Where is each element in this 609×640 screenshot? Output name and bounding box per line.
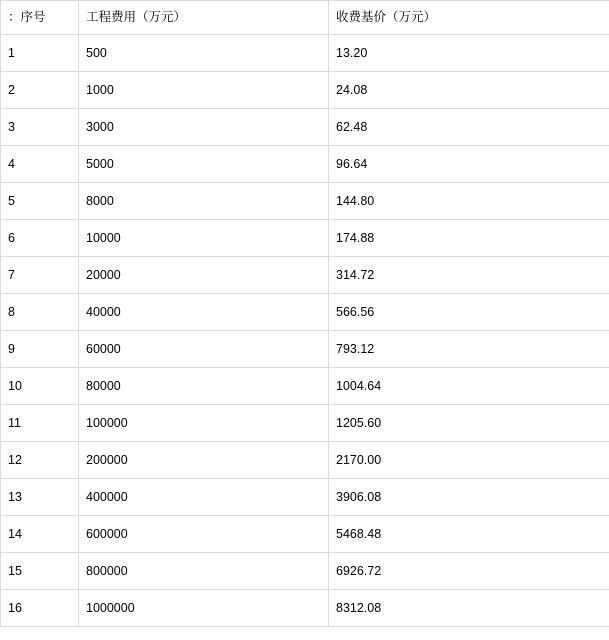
cell-base: 62.48 [329,109,609,146]
cell-base: 24.08 [329,72,609,109]
cell-cost: 60000 [79,331,329,368]
table-row [1,368,609,405]
cell-no: 12 [1,442,79,479]
cell-cost: 1000 [79,72,329,109]
cell-no: 2 [1,72,79,109]
cell-no: 3 [1,109,79,146]
cell-base: 3906.08 [329,479,609,516]
cell-base: 2170.00 [329,442,609,479]
cell-cost: 20000 [79,257,329,294]
table-row [1,442,609,479]
cell-no: 10 [1,368,79,405]
cell-cost: 200000 [79,442,329,479]
column-header-base: 收费基价（万元） [329,1,609,35]
cell-cost: 3000 [79,109,329,146]
cell-cost: 40000 [79,294,329,331]
cell-base: 1205.60 [329,405,609,442]
cell-base: 793.12 [329,331,609,368]
cell-cost: 800000 [79,553,329,590]
cell-no: 14 [1,516,79,553]
table-row [1,590,609,627]
cell-no: 15 [1,553,79,590]
cell-cost: 500 [79,35,329,72]
table-header-row [1,1,609,35]
table-row [1,72,609,109]
table-row [1,516,609,553]
cell-no: 9 [1,331,79,368]
cell-cost: 10000 [79,220,329,257]
cell-no: 8 [1,294,79,331]
cell-base: 566.56 [329,294,609,331]
cell-base: 6926.72 [329,553,609,590]
cell-base: 1004.64 [329,368,609,405]
cell-base: 174.88 [329,220,609,257]
cell-base: 5468.48 [329,516,609,553]
cell-base: 8312.08 [329,590,609,627]
cell-cost: 80000 [79,368,329,405]
cell-no: 4 [1,146,79,183]
cell-no: 5 [1,183,79,220]
table-row [1,183,609,220]
cell-cost: 100000 [79,405,329,442]
table-row [1,294,609,331]
cell-cost: 600000 [79,516,329,553]
column-header-no: ：序号 [1,1,79,35]
table-row [1,257,609,294]
cell-no: 16 [1,590,79,627]
cell-cost: 1000000 [79,590,329,627]
table-row [1,220,609,257]
cell-no: 13 [1,479,79,516]
table-row [1,146,609,183]
table-row [1,553,609,590]
cell-no: 7 [1,257,79,294]
cell-base: 96.64 [329,146,609,183]
cell-no: 6 [1,220,79,257]
table-row [1,109,609,146]
cell-cost: 400000 [79,479,329,516]
table-row [1,479,609,516]
cell-no: 1 [1,35,79,72]
table-row [1,35,609,72]
table-row [1,405,609,442]
cell-base: 144.80 [329,183,609,220]
column-header-cost: 工程费用（万元） [79,1,329,35]
cell-base: 13.20 [329,35,609,72]
table-row [1,331,609,368]
cell-cost: 5000 [79,146,329,183]
cell-base: 314.72 [329,257,609,294]
cell-cost: 8000 [79,183,329,220]
cell-no: 11 [1,405,79,442]
